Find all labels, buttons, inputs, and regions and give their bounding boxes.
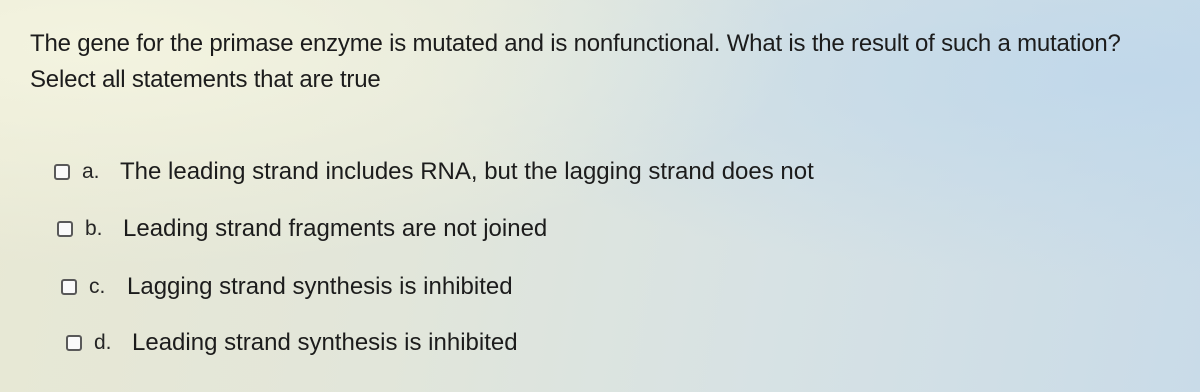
option-d[interactable]: [66, 328, 518, 358]
option-d-letter: d.: [94, 331, 112, 354]
option-c-text: Lagging strand synthesis is inhibited: [127, 273, 513, 300]
question-block: [30, 26, 1190, 98]
option-b-text: Leading strand fragments are not joined: [123, 215, 548, 242]
option-a-text: The leading strand includes RNA, but the lagging strand does not: [120, 158, 814, 185]
option-d-checkbox[interactable]: [66, 335, 82, 351]
option-b-letter: b.: [85, 217, 103, 240]
option-c-checkbox[interactable]: [61, 279, 77, 295]
option-c-letter: c.: [89, 275, 106, 298]
option-a[interactable]: [54, 157, 814, 187]
option-a-letter: a.: [82, 160, 100, 183]
option-d-text: Leading strand synthesis is inhibited: [132, 329, 518, 356]
question-prompt: The gene for the primase enzyme is mutated and is nonfunctional. What is the result of such a mutation?: [30, 30, 1121, 57]
option-b-checkbox[interactable]: [57, 221, 73, 237]
question-instruction: Select all statements that are true: [30, 66, 381, 93]
option-a-checkbox[interactable]: [54, 164, 70, 180]
option-c[interactable]: [61, 272, 513, 302]
option-b[interactable]: [57, 214, 547, 244]
